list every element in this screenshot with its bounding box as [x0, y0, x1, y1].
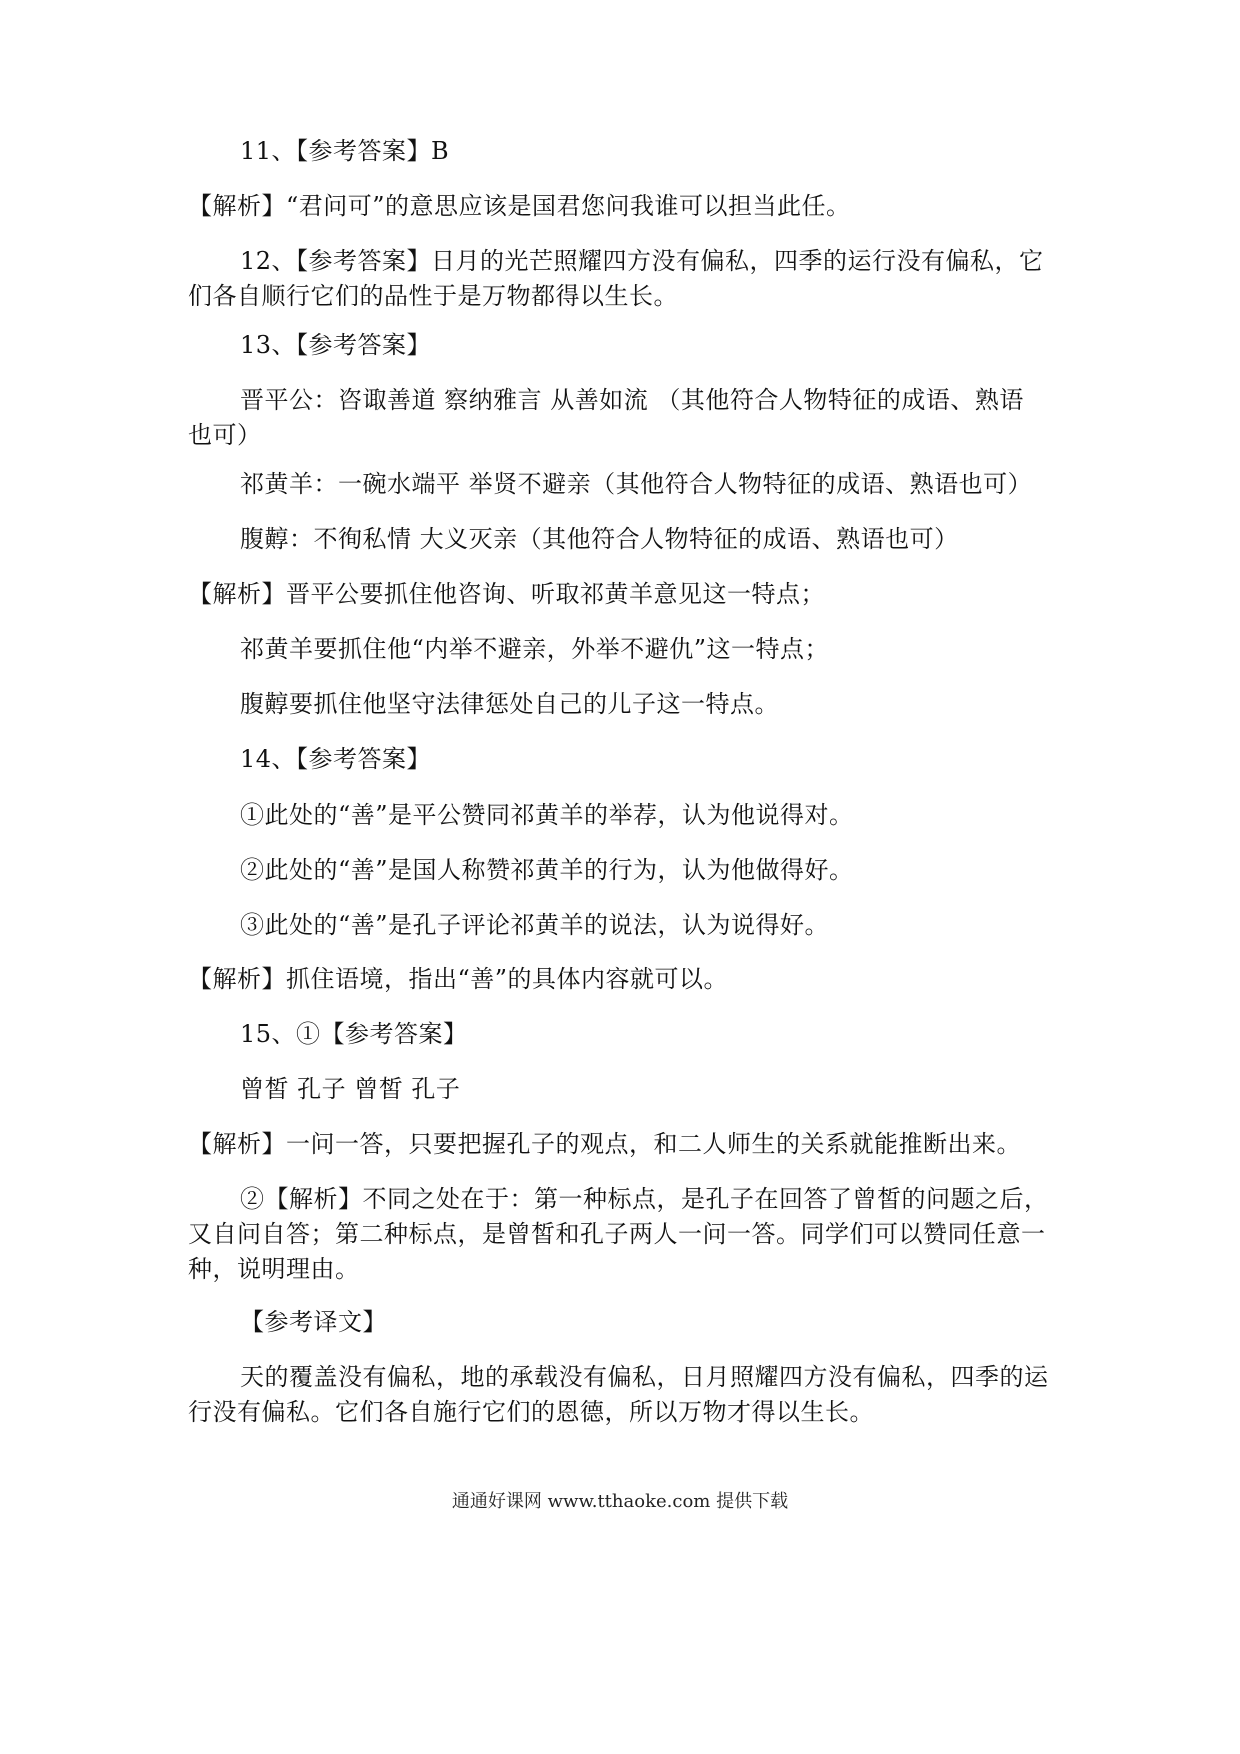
answer-13-jin-pinggong-line-2: 也可） — [188, 421, 262, 449]
answer-14-item-1: ①此处的“善”是平公赞同祁黄羊的举荐，认为他说得对。 — [240, 801, 854, 829]
answer-13-heading: 13、【参考答案】 — [240, 331, 432, 359]
analysis-13-line-2: 祁黄羊要抓住他“内举不避亲，外举不避仇”这一特点； — [240, 635, 830, 663]
answer-13-fu-tun: 腹䵍：不徇私情 大义灭亲（其他符合人物特征的成语、熟语也可） — [240, 525, 959, 553]
answer-13-qi-huangyang: 祁黄羊：一碗水端平 举贤不避亲（其他符合人物特征的成语、熟语也可） — [240, 470, 1033, 498]
analysis-13-line-1: 【解析】晋平公要抓住他咨询、听取祁黄羊意见这一特点； — [188, 580, 825, 608]
analysis-15-line-3: 又自问自答；第二种标点，是曾皙和孔子两人一问一答。同学们可以赞同任意一 — [188, 1220, 1046, 1248]
analysis-15-line-4: 种，说明理由。 — [188, 1255, 360, 1283]
answer-12-line-2: 们各自顺行它们的品性于是万物都得以生长。 — [188, 282, 678, 310]
analysis-15-line-1: 【解析】一问一答，只要把握孔子的观点，和二人师生的关系就能推断出来。 — [188, 1130, 1021, 1158]
translation-line-1: 天的覆盖没有偏私，地的承载没有偏私，日月照耀四方没有偏私，四季的运 — [240, 1363, 1049, 1391]
analysis-11: 【解析】“君问可”的意思应该是国君您问我谁可以担当此任。 — [188, 192, 851, 220]
analysis-13-line-3: 腹䵍要抓住他坚守法律惩处自己的儿子这一特点。 — [240, 690, 779, 718]
answer-14-heading: 14、【参考答案】 — [240, 745, 432, 773]
answer-11: 11、【参考答案】B — [240, 137, 450, 165]
answer-12-line-1: 12、【参考答案】日月的光芒照耀四方没有偏私，四季的运行没有偏私，它 — [240, 247, 1044, 275]
translation-heading: 【参考译文】 — [240, 1308, 387, 1336]
page-footer: 通通好课网 www.tthaoke.com 提供下载 — [451, 1491, 789, 1512]
answer-15-heading: 15、①【参考答案】 — [240, 1020, 468, 1048]
answer-14-item-3: ③此处的“善”是孔子评论祁黄羊的说法，认为说得好。 — [240, 911, 830, 939]
analysis-15-line-2: ②【解析】不同之处在于：第一种标点，是孔子在回答了曾皙的问题之后， — [240, 1185, 1049, 1213]
analysis-14: 【解析】抓住语境，指出“善”的具体内容就可以。 — [188, 965, 729, 993]
translation-line-2: 行没有偏私。它们各自施行它们的恩德，所以万物才得以生长。 — [188, 1398, 874, 1426]
answer-15-names: 曾皙 孔子 曾皙 孔子 — [240, 1075, 461, 1103]
answer-13-jin-pinggong-line-1: 晋平公：咨诹善道 察纳雅言 从善如流 （其他符合人物特征的成语、熟语 — [240, 386, 1024, 414]
answer-14-item-2: ②此处的“善”是国人称赞祁黄羊的行为，认为他做得好。 — [240, 856, 854, 884]
